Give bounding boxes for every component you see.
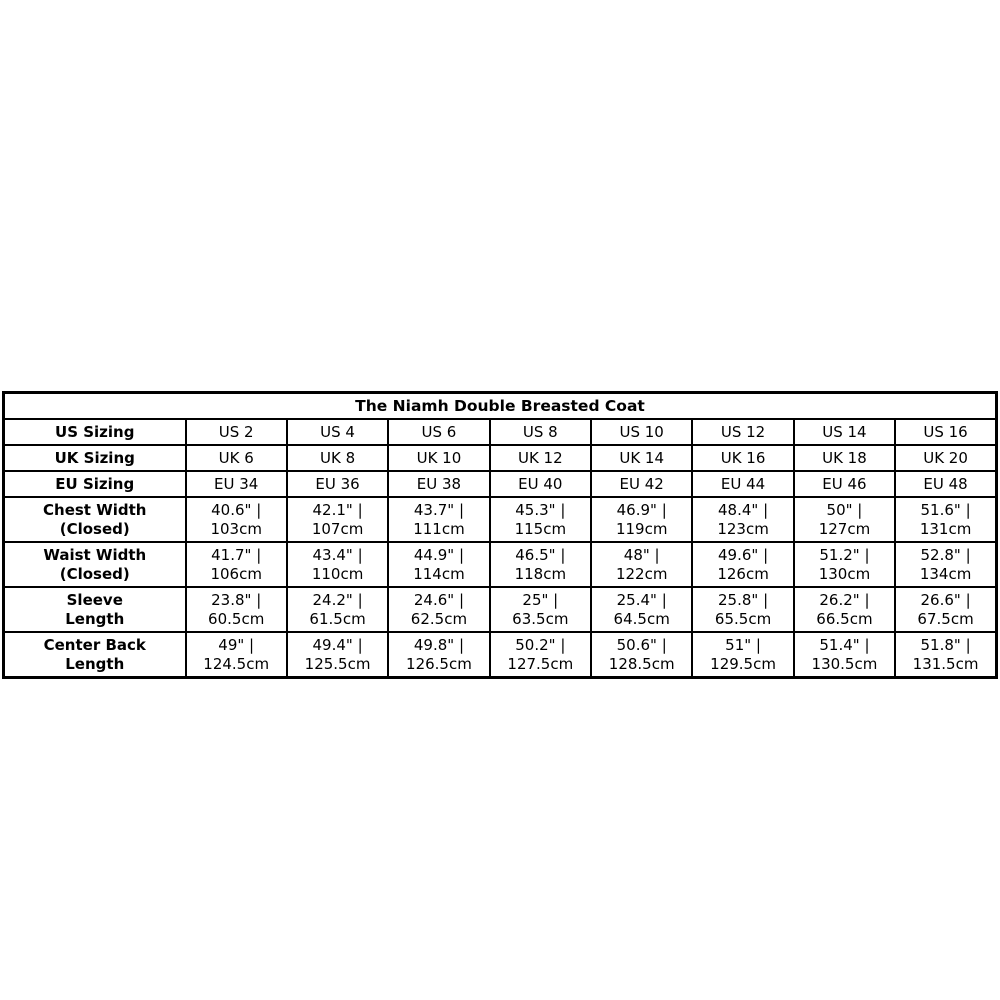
table-cell bbox=[388, 542, 489, 587]
cell-value: 115cm bbox=[514, 519, 567, 538]
cell-value: 128.5cm bbox=[608, 654, 675, 673]
table-cell bbox=[692, 497, 793, 542]
table-cell bbox=[895, 632, 996, 678]
cell-value: 43.7" | bbox=[413, 500, 464, 519]
row-label-line: Length bbox=[65, 609, 125, 628]
cell-value: 119cm bbox=[615, 519, 668, 538]
cell-value: UK 10 bbox=[416, 448, 462, 467]
cell-value: 51.6" | bbox=[920, 500, 971, 519]
cell-value: US 14 bbox=[822, 422, 867, 441]
table-cell bbox=[895, 419, 996, 445]
cell-value: EU 36 bbox=[315, 474, 360, 493]
cell-value: 129.5cm bbox=[710, 654, 776, 673]
cell-value: 23.8" | bbox=[211, 590, 262, 609]
table-cell bbox=[794, 445, 895, 471]
table-cell bbox=[692, 445, 793, 471]
cell-value: 51.8" | bbox=[920, 635, 971, 654]
table-cell bbox=[388, 632, 489, 678]
table-cell bbox=[591, 587, 692, 632]
cell-value: 40.6" | bbox=[211, 500, 262, 519]
table-cell bbox=[490, 497, 591, 542]
table-title: The Niamh Double Breasted Coat bbox=[4, 393, 997, 420]
cell-value: 42.1" | bbox=[312, 500, 363, 519]
cell-value: 48" | bbox=[623, 545, 660, 564]
cell-value: EU 48 bbox=[923, 474, 968, 493]
cell-value: 24.2" | bbox=[312, 590, 363, 609]
table-cell bbox=[591, 497, 692, 542]
row-label bbox=[4, 471, 186, 497]
cell-value: 111cm bbox=[413, 519, 465, 538]
table-cell bbox=[490, 587, 591, 632]
cell-value: EU 38 bbox=[416, 474, 462, 493]
cell-value: 50" | bbox=[826, 500, 863, 519]
table-cell bbox=[186, 497, 287, 542]
row-label bbox=[4, 445, 186, 471]
table-cell bbox=[490, 632, 591, 678]
table-cell bbox=[895, 445, 996, 471]
cell-value: 25.4" | bbox=[616, 590, 667, 609]
cell-value: 110cm bbox=[311, 564, 364, 583]
table-cell bbox=[794, 587, 895, 632]
table-cell bbox=[591, 445, 692, 471]
cell-value: 50.6" | bbox=[616, 635, 667, 654]
cell-value: 131.5cm bbox=[912, 654, 979, 673]
cell-value: 45.3" | bbox=[515, 500, 566, 519]
cell-value: 49.4" | bbox=[312, 635, 363, 654]
row-label-line: Waist Width bbox=[43, 545, 147, 564]
cell-value: 49.6" | bbox=[718, 545, 769, 564]
cell-value: 126cm bbox=[717, 564, 769, 583]
cell-value: 122cm bbox=[615, 564, 668, 583]
table-cell bbox=[794, 542, 895, 587]
cell-value: 25" | bbox=[522, 590, 559, 609]
table-row-waist-width bbox=[4, 542, 997, 587]
table-cell bbox=[388, 587, 489, 632]
table-cell bbox=[186, 419, 287, 445]
row-label-line: EU Sizing bbox=[55, 474, 135, 493]
row-label-line: Length bbox=[65, 654, 125, 673]
table-cell bbox=[895, 542, 996, 587]
table-cell bbox=[388, 471, 489, 497]
cell-value: UK 18 bbox=[822, 448, 867, 467]
row-label bbox=[4, 632, 186, 678]
table-row-uk-sizing bbox=[4, 445, 997, 471]
cell-value: 62.5cm bbox=[410, 609, 468, 628]
cell-value: 63.5cm bbox=[512, 609, 569, 628]
table-cell bbox=[794, 419, 895, 445]
cell-value: 106cm bbox=[210, 564, 262, 583]
table-row-us-sizing bbox=[4, 419, 997, 445]
row-label-line: (Closed) bbox=[59, 564, 130, 583]
cell-value: US 10 bbox=[619, 422, 664, 441]
cell-value: EU 40 bbox=[518, 474, 563, 493]
table-cell bbox=[794, 471, 895, 497]
cell-value: 127.5cm bbox=[507, 654, 574, 673]
cell-value: 66.5cm bbox=[816, 609, 873, 628]
cell-value: 44.9" | bbox=[413, 545, 464, 564]
cell-value: US 8 bbox=[522, 422, 558, 441]
table-row-chest-width bbox=[4, 497, 997, 542]
table-cell bbox=[490, 471, 591, 497]
table-cell bbox=[591, 471, 692, 497]
cell-value: 64.5cm bbox=[613, 609, 670, 628]
cell-value: 48.4" | bbox=[718, 500, 769, 519]
cell-value: UK 8 bbox=[319, 448, 356, 467]
table-cell bbox=[490, 445, 591, 471]
row-label-line: UK Sizing bbox=[54, 448, 135, 467]
table-row-eu-sizing bbox=[4, 471, 997, 497]
cell-value: 107cm bbox=[311, 519, 364, 538]
cell-value: EU 42 bbox=[619, 474, 664, 493]
cell-value: US 4 bbox=[320, 422, 355, 441]
cell-value: 61.5cm bbox=[309, 609, 366, 628]
cell-value: 124.5cm bbox=[203, 654, 270, 673]
cell-value: EU 46 bbox=[822, 474, 867, 493]
table-cell bbox=[287, 587, 388, 632]
cell-value: 24.6" | bbox=[413, 590, 464, 609]
row-label bbox=[4, 542, 186, 587]
cell-value: 52.8" | bbox=[920, 545, 971, 564]
cell-value: 118cm bbox=[514, 564, 567, 583]
cell-value: US 12 bbox=[720, 422, 766, 441]
table-cell bbox=[591, 632, 692, 678]
cell-value: 103cm bbox=[210, 519, 262, 538]
cell-value: 125.5cm bbox=[304, 654, 371, 673]
table-row-sleeve-length bbox=[4, 587, 997, 632]
row-label-line: US Sizing bbox=[55, 422, 135, 441]
cell-value: 25.8" | bbox=[718, 590, 769, 609]
row-label-line: (Closed) bbox=[59, 519, 130, 538]
cell-value: 26.6" | bbox=[920, 590, 971, 609]
cell-value: 46.5" | bbox=[515, 545, 566, 564]
table-cell bbox=[186, 542, 287, 587]
cell-value: 67.5cm bbox=[917, 609, 974, 628]
table-row-center-back-length bbox=[4, 632, 997, 678]
cell-value: 49.8" | bbox=[413, 635, 464, 654]
table-cell bbox=[287, 419, 388, 445]
cell-value: UK 16 bbox=[720, 448, 766, 467]
cell-value: 50.2" | bbox=[515, 635, 566, 654]
table-cell bbox=[591, 419, 692, 445]
table-cell bbox=[895, 497, 996, 542]
table-cell bbox=[388, 445, 489, 471]
size-chart-table bbox=[2, 391, 998, 679]
table-cell bbox=[186, 471, 287, 497]
cell-value: UK 14 bbox=[619, 448, 665, 467]
table-cell bbox=[287, 497, 388, 542]
table-cell bbox=[186, 587, 287, 632]
table-cell bbox=[794, 632, 895, 678]
cell-value: 46.9" | bbox=[616, 500, 667, 519]
cell-value: 41.7" | bbox=[211, 545, 262, 564]
cell-value: US 6 bbox=[421, 422, 457, 441]
cell-value: 130cm bbox=[818, 564, 871, 583]
table-body bbox=[4, 419, 997, 678]
table-cell bbox=[287, 542, 388, 587]
cell-value: 51" | bbox=[725, 635, 761, 654]
cell-value: UK 6 bbox=[218, 448, 254, 467]
table-cell bbox=[794, 497, 895, 542]
cell-value: 43.4" | bbox=[312, 545, 363, 564]
cell-value: EU 34 bbox=[214, 474, 259, 493]
cell-value: 51.2" | bbox=[819, 545, 870, 564]
row-label-line: Chest Width bbox=[43, 500, 147, 519]
table-cell bbox=[692, 587, 793, 632]
table-cell bbox=[287, 471, 388, 497]
cell-value: 130.5cm bbox=[811, 654, 878, 673]
table-cell bbox=[692, 471, 793, 497]
table-cell bbox=[591, 542, 692, 587]
table-cell bbox=[287, 632, 388, 678]
row-label bbox=[4, 587, 186, 632]
cell-value: UK 20 bbox=[923, 448, 968, 467]
cell-value: US 2 bbox=[218, 422, 254, 441]
cell-value: US 16 bbox=[923, 422, 968, 441]
row-label-line: Center Back bbox=[43, 635, 146, 654]
table-cell bbox=[490, 542, 591, 587]
table-cell bbox=[895, 471, 996, 497]
cell-value: 131cm bbox=[919, 519, 972, 538]
table-cell bbox=[388, 419, 489, 445]
table-cell bbox=[692, 542, 793, 587]
table-cell bbox=[895, 587, 996, 632]
table-cell bbox=[692, 632, 793, 678]
table-cell bbox=[287, 445, 388, 471]
cell-value: 127cm bbox=[818, 519, 871, 538]
table-cell bbox=[692, 419, 793, 445]
row-label-line: Sleeve bbox=[66, 590, 123, 609]
cell-value: 126.5cm bbox=[406, 654, 472, 673]
cell-value: 114cm bbox=[413, 564, 465, 583]
row-label bbox=[4, 497, 186, 542]
row-label bbox=[4, 419, 186, 445]
cell-value: 60.5cm bbox=[208, 609, 265, 628]
table-cell bbox=[186, 632, 287, 678]
cell-value: 49" | bbox=[218, 635, 255, 654]
cell-value: 134cm bbox=[919, 564, 972, 583]
table-cell bbox=[388, 497, 489, 542]
cell-value: 26.2" | bbox=[819, 590, 870, 609]
table-cell bbox=[490, 419, 591, 445]
cell-value: UK 12 bbox=[517, 448, 563, 467]
table-cell bbox=[186, 445, 287, 471]
cell-value: EU 44 bbox=[720, 474, 766, 493]
cell-value: 51.4" | bbox=[819, 635, 870, 654]
cell-value: 65.5cm bbox=[714, 609, 772, 628]
cell-value: 123cm bbox=[717, 519, 769, 538]
